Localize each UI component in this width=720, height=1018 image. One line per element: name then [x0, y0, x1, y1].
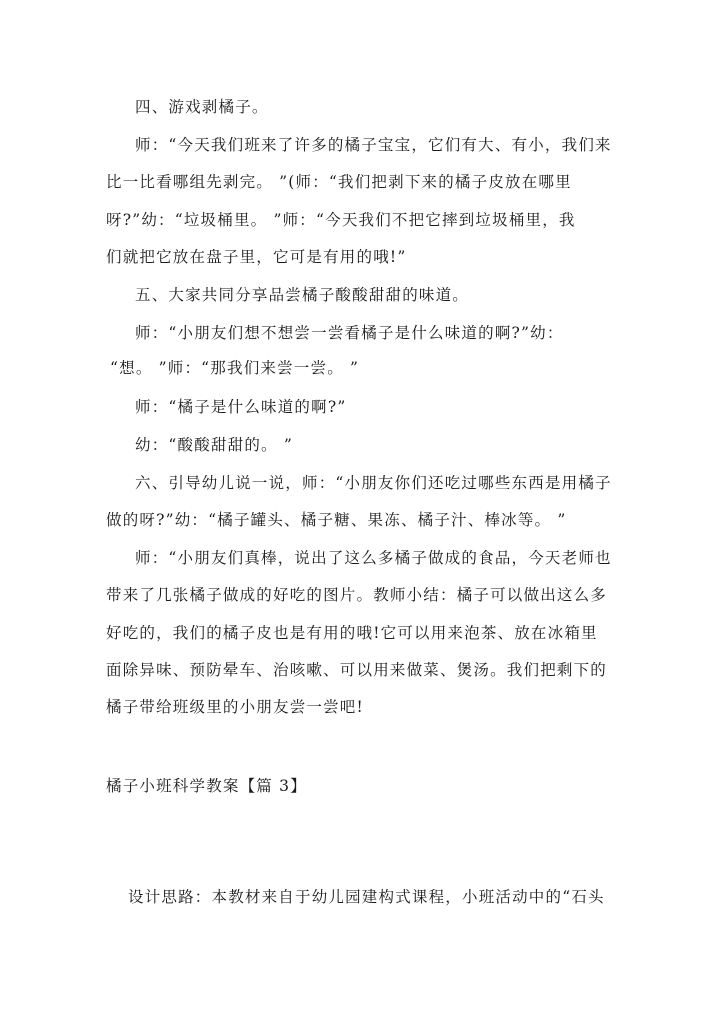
paragraph-line: 师：“小朋友们真棒，说出了这么多橘子做成的食品，今天老师也 — [135, 549, 612, 567]
paragraph-line: 橘子带给班级里的小朋友尝一尝吧! — [106, 698, 364, 716]
paragraph-line: 师：“今天我们班来了许多的橘子宝宝，它们有大、有小，我们来 — [135, 136, 612, 154]
paragraph-line: 呀?”幼：“垃圾桶里。 ”师：“今天我们不把它摔到垃圾桶里，我 — [106, 211, 576, 229]
section-heading-4: 四、游戏剥橘子。 — [135, 98, 269, 116]
paragraph-line: 做的呀?”幼：“橘子罐头、橘子糖、果冻、橘子汁、棒冰等。 ” — [106, 511, 567, 529]
paragraph-line: 们就把它放在盘子里，它可是有用的哦!” — [106, 248, 407, 266]
paragraph-line: 面除异味、预防晕车、治咳嗽、可以用来做菜、煲汤。我们把剩下的 — [106, 661, 608, 679]
section-heading-6: 六、引导幼儿说一说，师：“小朋友你们还吃过哪些东西是用橘子 — [135, 474, 612, 492]
paragraph-line: 好吃的，我们的橘子皮也是有用的哦!它可以用来泡茶、放在冰箱里 — [106, 624, 598, 642]
section-heading-5: 五、大家共同分享品尝橘子酸酸甜甜的味道。 — [135, 286, 470, 304]
article-title: 橘子小班科学教案【篇 3】 — [106, 777, 307, 795]
paragraph-line: 带来了几张橘子做成的好吃的图片。教师小结：橘子可以做出这么多 — [106, 586, 608, 604]
paragraph-line: 师：“橘子是什么味道的啊?” — [135, 398, 347, 416]
paragraph-line: 比一比看哪组先剥完。 ”(师：“我们把剥下来的橘子皮放在哪里 — [106, 173, 572, 191]
paragraph-line: “想。 ”师：“那我们来尝一尝。 ” — [110, 359, 360, 377]
paragraph-line: 设计思路：本教材来自于幼儿园建构式课程，小班活动中的“石头 — [128, 888, 605, 906]
paragraph-line: 师：“小朋友们想不想尝一尝看橘子是什么味道的啊?”幼： — [135, 324, 564, 342]
paragraph-line: 幼：“酸酸甜甜的。 ” — [135, 436, 293, 454]
